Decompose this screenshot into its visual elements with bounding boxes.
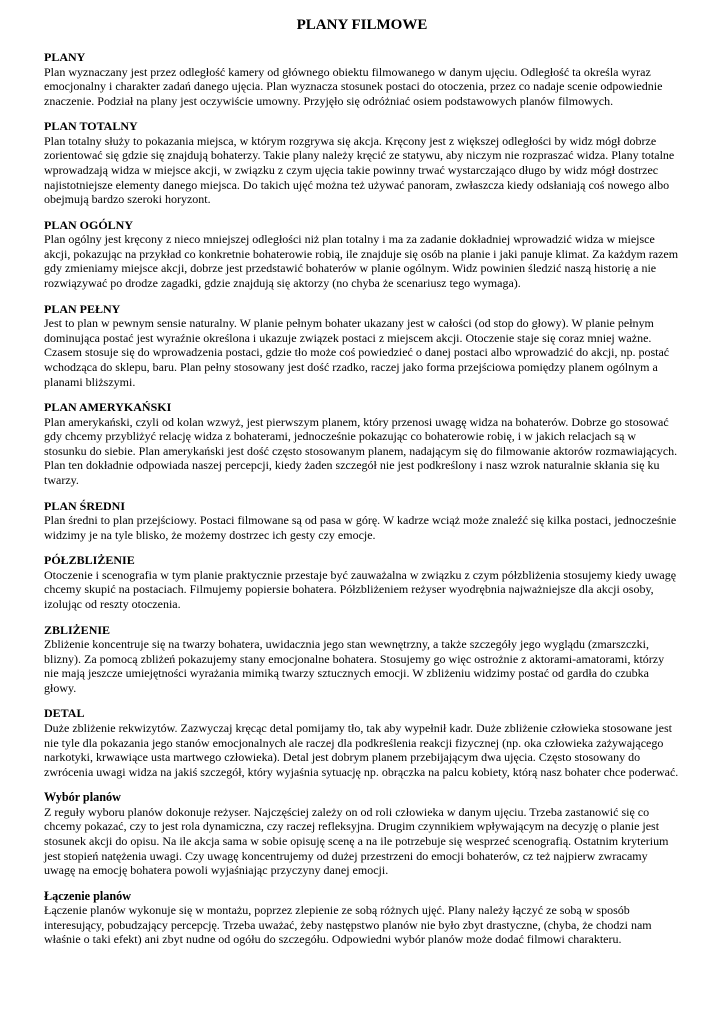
page-title: PLANY FILMOWE	[296, 17, 428, 33]
document-page	[44, 14, 680, 958]
section-body: Z reguły wyboru planów dokonuje reżyser. Najczęściej zależy on od roli człowieka w danym ujęciu. Trzeba zastanowić się co chcemy pokazać, czy to jest rola dynamiczna, czy raczej refleksyjna. Drugim czynnikiem wpływającym na decyzję o planie jest stosunek akcji do opisu. Na ile akcja sama w sobie opisuję scenę a na ile potrzebuje się wesprzeć scenografią. Ostatnim kryterium jest stopień natężenia uwagi. Czy uwagę koncentrujemy od dużej przestrzeni do emocji bohaterów, cz też najpierw zwracamy uwagę na emocję bohatera powoli wyjaśniając przyczyny danej emocji.	[44, 804, 669, 878]
section-body: Plan wyznaczany jest przez odległość kamery od głównego obiektu filmowanego w danym ujęciu. Odległość ta określa wyraz emocjonalny i charakter zadań danego ujęcia. Plan wyznacza stosunek postaci do otoczenia, przez co nadaje scenie odpowiednie znaczenie. Podział na plany jest oczywiście umowny. Przyjęło się odróżniać osiem podstawowych planów filmowych.	[44, 64, 663, 108]
section-body: Otoczenie i scenografia w tym planie praktycznie przestaje być zauważalna w związku z czym półzbliżenia stosujemy kiedy uwagę chcemy skupić na postaciach. Filmujemy popiersie bohatera. Półzbliżeniem reżyser wyodrębnia najważniejsze dla akcji osoby, izolując od reszty otoczenia.	[44, 567, 677, 611]
section-heading: PLANY	[44, 50, 86, 64]
section-heading: PLAN OGÓLNY	[44, 217, 134, 232]
section-polzblizenie	[44, 553, 680, 611]
section-heading: ZBLIŻENIE	[44, 622, 111, 637]
section-heading: PÓŁZBLIŻENIE	[44, 553, 135, 568]
section-plan-ogolny	[44, 218, 680, 291]
section-body: Plan amerykański, czyli od kolan wzwyż, jest pierwszym planem, który przenosi uwagę widza na bohaterów. Dobrze go stosować gdy chcemy przybliżyć relację widza z bohaterami, jednocześnie pokazując co bohaterowie robię, i w jakich relacjach są w stosunku do siebie. Plan amerykański jest dość często stosowanym planem, nadającym się do filmowanie aktorów rozmawiających. Plan ten dokładnie odpowiada naszej percepcji, kiedy żaden szczegół nie jest podkreślony i nasz wzrok naturalnie skłania się ku twarzy.	[44, 414, 678, 487]
section-heading: DETAL	[44, 706, 85, 721]
section-body: Plan średni to plan przejściowy. Postaci filmowane są od pasa w górę. W kadrze wciąż może znaleźć się kilka postaci, jednocześnie widzimy je na tyle blisko, że możemy dostrzec ich gesty czy emocje.	[44, 513, 677, 542]
section-heading: PLAN ŚREDNI	[44, 498, 126, 513]
section-plan-pelny	[44, 302, 680, 389]
section-heading: PLAN PEŁNY	[44, 301, 121, 316]
section-heading: Wybór planów	[44, 790, 121, 805]
section-plan-totalny	[44, 119, 680, 206]
section-body: Plan totalny służy to pokazania miejsca, w którym rozgrywa się akcja. Kręcony jest z większej odległości by widz mógł dobrze zorientować się gdzie się znajdują bohaterzy. Takie plany należy kręcić ze statywu, aby niczym nie rozpraszać widza. Plany totalne wprowadzają widza w miejsce akcji, w związku z czym ujęcia takie powinny trwać wystarczająco długo by widz mógł dostrzec najistotniejsze elementy danego miejsca. Do takich ujęć można też używać panoram, zwłaszcza kiedy odsłaniają coś nowego albo obejmują bardzo szeroki horyzont.	[44, 133, 675, 207]
section-body: Jest to plan w pewnym sensie naturalny. W planie pełnym bohater ukazany jest w całości (od stop do głowy). W planie pełnym dominująca postać jest wyraźnie określona i ukazuje związek postaci z miejscem akcji. Otoczenie staje się coraz mniej ważne. Czasem stosuje się do wprowadzenia postaci, gdzie tło może coś powiedzieć o danej postaci albo wprowadzić do akcji, np. postać wchodząca do sklepu, baru. Plan pełny stosowany jest dość rzadko, raczej jako forma przejściowa pomiędzy planem ogólnym a planami bliższymi.	[44, 316, 670, 389]
section-detal	[44, 706, 680, 779]
section-laczenie-planow	[44, 889, 680, 947]
section-wybor-planow	[44, 790, 680, 877]
section-plany	[44, 50, 680, 108]
section-heading: PLAN TOTALNY	[44, 119, 138, 134]
section-body: Łączenie planów wykonuje się w montażu, poprzez zlepienie ze sobą różnych ujęć. Plany należy łączyć ze sobą w sposób interesujący, pobudzający percepcję. Trzeba uważać, żeby następstwo planów nie było zbyt drastyczne, (chyba, że chodzi nam właśnie o taki efekt) ani zbyt nudne od ogółu do szczegółu. Odpowiedni wybór planów może dodać filmowi charakteru.	[44, 903, 652, 947]
section-zblizenie	[44, 623, 680, 696]
section-body: Zbliżenie koncentruje się na twarzy bohatera, uwidacznia jego stan wewnętrzny, a także szczegóły jego wyglądu (zmarszczki, blizny). Za pomocą zbliżeń pokazujemy stany emocjonalne bohatera. Stosujemy go więc ostrożnie z aktorami-amatorami, którzy nie mają jeszcze umiejętności wyrażania mimiką twarzy sztucznych emocji. W zbliżeniu widzimy postać od gardła do czubka głowy.	[44, 637, 665, 695]
section-body: Duże zbliżenie rekwizytów. Zazwyczaj kręcąc detal pomijamy tło, tak aby wypełnił kadr. Duże zbliżenie człowieka stosowane jest nie tyle dla pokazania jego stanów emocjonalnych ale raczej dla podkreślenia reakcji fizycznej (np. oka człowieka zażywającego narkotyki, krwawiące usta martwego człowieka). Detal jest dobrym planem przebijającym dwa ujęcia. Często stosowany do zwrócenia uwagi widza na jakiś szczegół, który wyjaśnia sytuację np. obrączka na palcu kobiety, którą nasz bohater chce poderwać.	[44, 720, 679, 779]
section-plan-sredni	[44, 499, 680, 543]
section-heading: Łączenie planów	[44, 888, 132, 903]
section-plan-amerykanski	[44, 400, 680, 487]
section-heading: PLAN AMERYKAŃSKI	[44, 400, 172, 415]
section-body: Plan ogólny jest kręcony z nieco mniejszej odległości niż plan totalny i ma za zadanie dokładniej wprowadzić widza w miejsce akcji, pokazując na przykład co konkretnie bohaterowie robią, ile znajduje się osób na planie i jaki panuje klimat. Za każdym razem gdy zmieniamy miejsce akcji, dobrze jest przedstawić bohaterów w planie ogólnym. Widz powinien śledzić naszą historię a nie rozwiązywać po drodze zagadki, gdzie znajdują się aktorzy (no chyba że scenariusz tego wymaga).	[44, 232, 679, 291]
